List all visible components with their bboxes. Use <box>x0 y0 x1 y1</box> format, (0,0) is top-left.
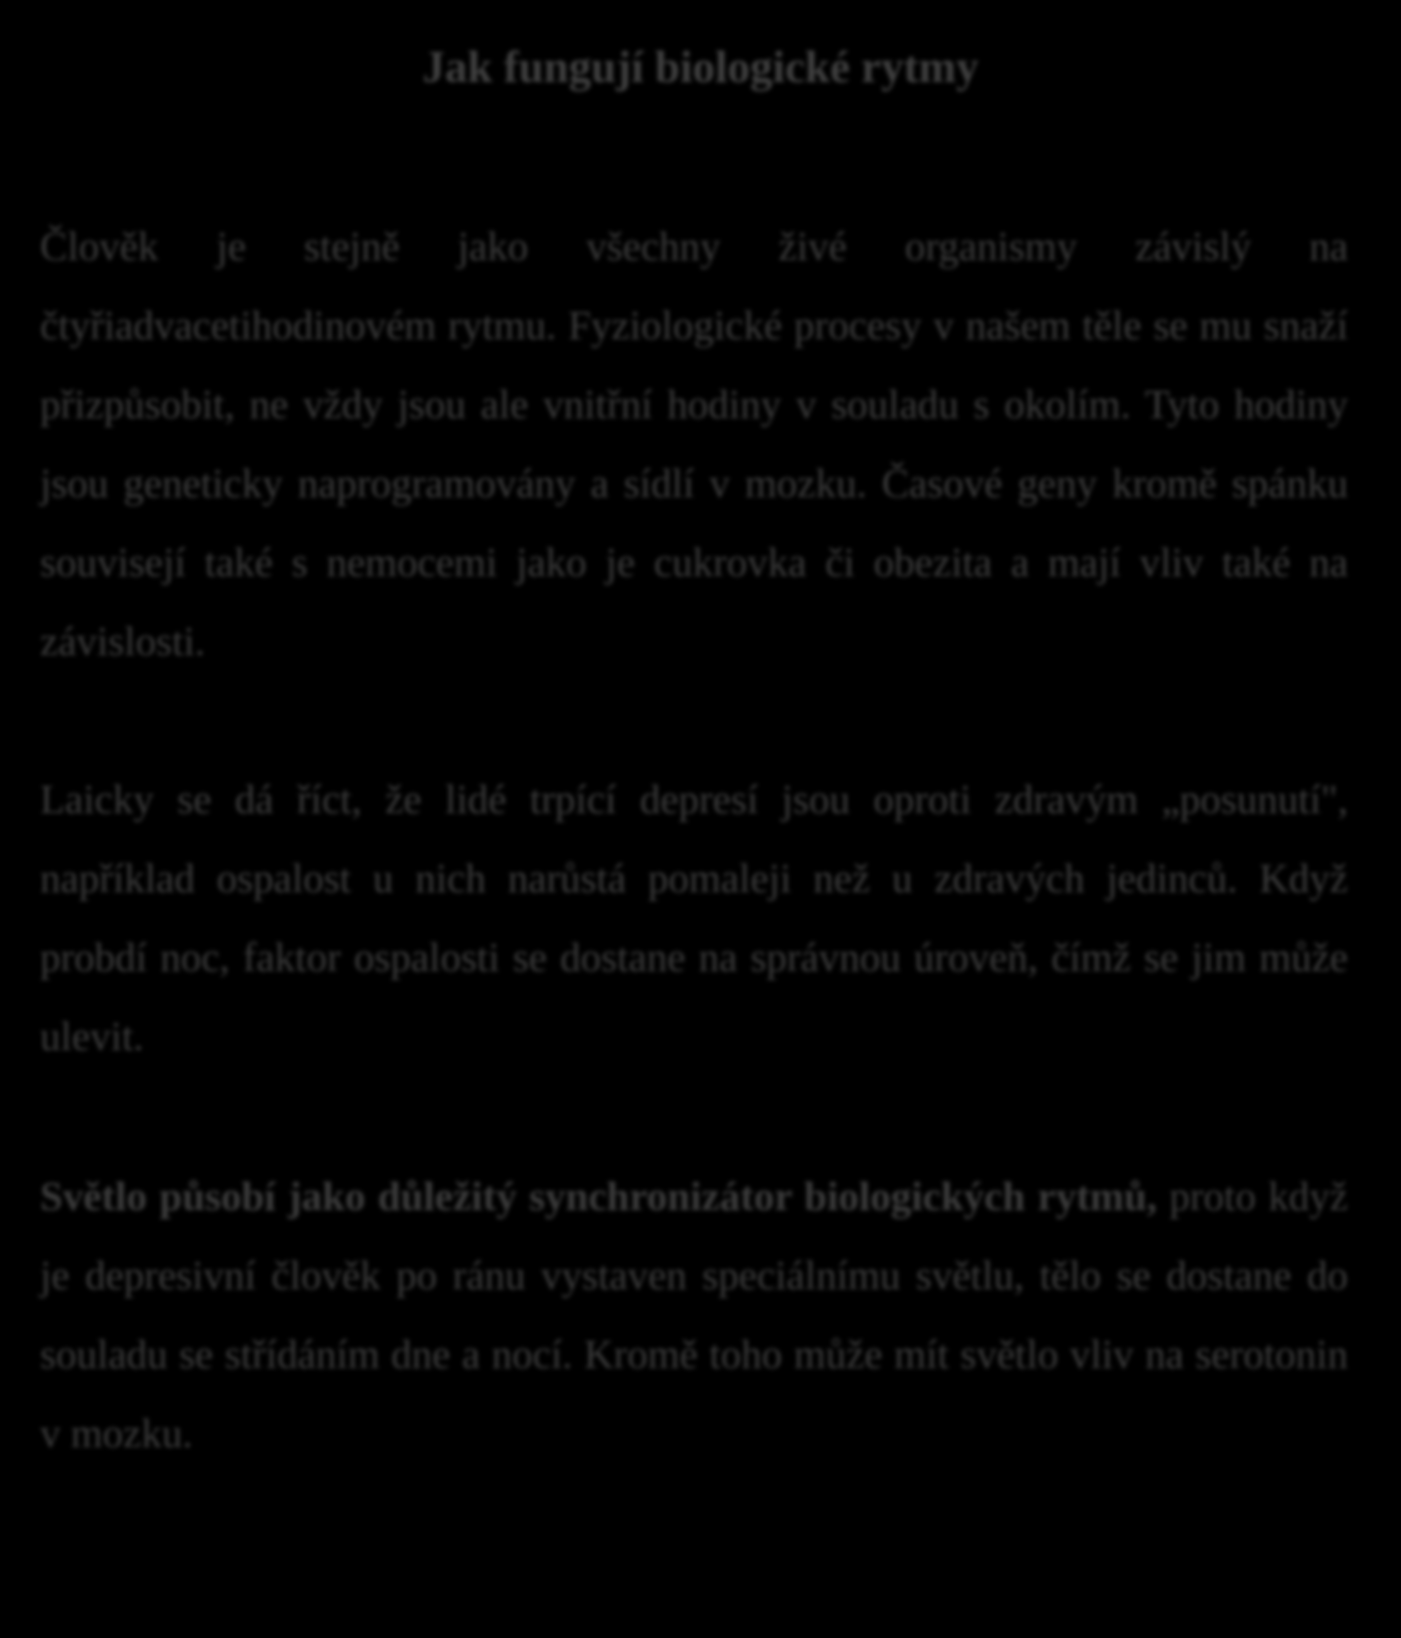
paragraph-text: Člověk je stejně jako všechny živé organismy závislý na čtyřiadvacetihodinovém rytmu. Fyziologické procesy v našem těle se mu snaží přizpůsobit, ne vždy jsou ale vnitřní hodiny v souladu s okolím. Tyto hodiny jsou geneticky naprogramovány a sídlí v mozku. Časové geny kromě spánku souvisejí také s nemocemi jako je cukrovka či obezita a mají vliv také na závislosti. <box>40 223 1348 664</box>
paragraph-text: proto když je depresivní člověk po ránu vystaven speciálnímu světlu, tělo se dostane do souladu se střídáním dne a nocí. Kromě toho může mít světlo vliv na serotonin v mozku. <box>40 1173 1348 1456</box>
paragraph-bold-lead: Světlo působí jako důležitý synchronizátor biologických rytmů, <box>40 1173 1158 1219</box>
paragraph-text: Laicky se dá říct, že lidé trpící depresí jsou oproti zdravým „posunutí", například ospalost u nich narůstá pomaleji než u zdravých jedinců. Když probdí noc, faktor ospalosti se dostane na správnou úroveň, čímž se jim může ulevit. <box>40 776 1348 1059</box>
document-title: Jak fungují biologické rytmy <box>422 42 979 92</box>
paragraph-circadian-rhythm <box>40 207 1348 681</box>
paragraph-depression-shift <box>40 760 1348 1076</box>
paragraph-light-synchronizer <box>40 1157 1348 1473</box>
